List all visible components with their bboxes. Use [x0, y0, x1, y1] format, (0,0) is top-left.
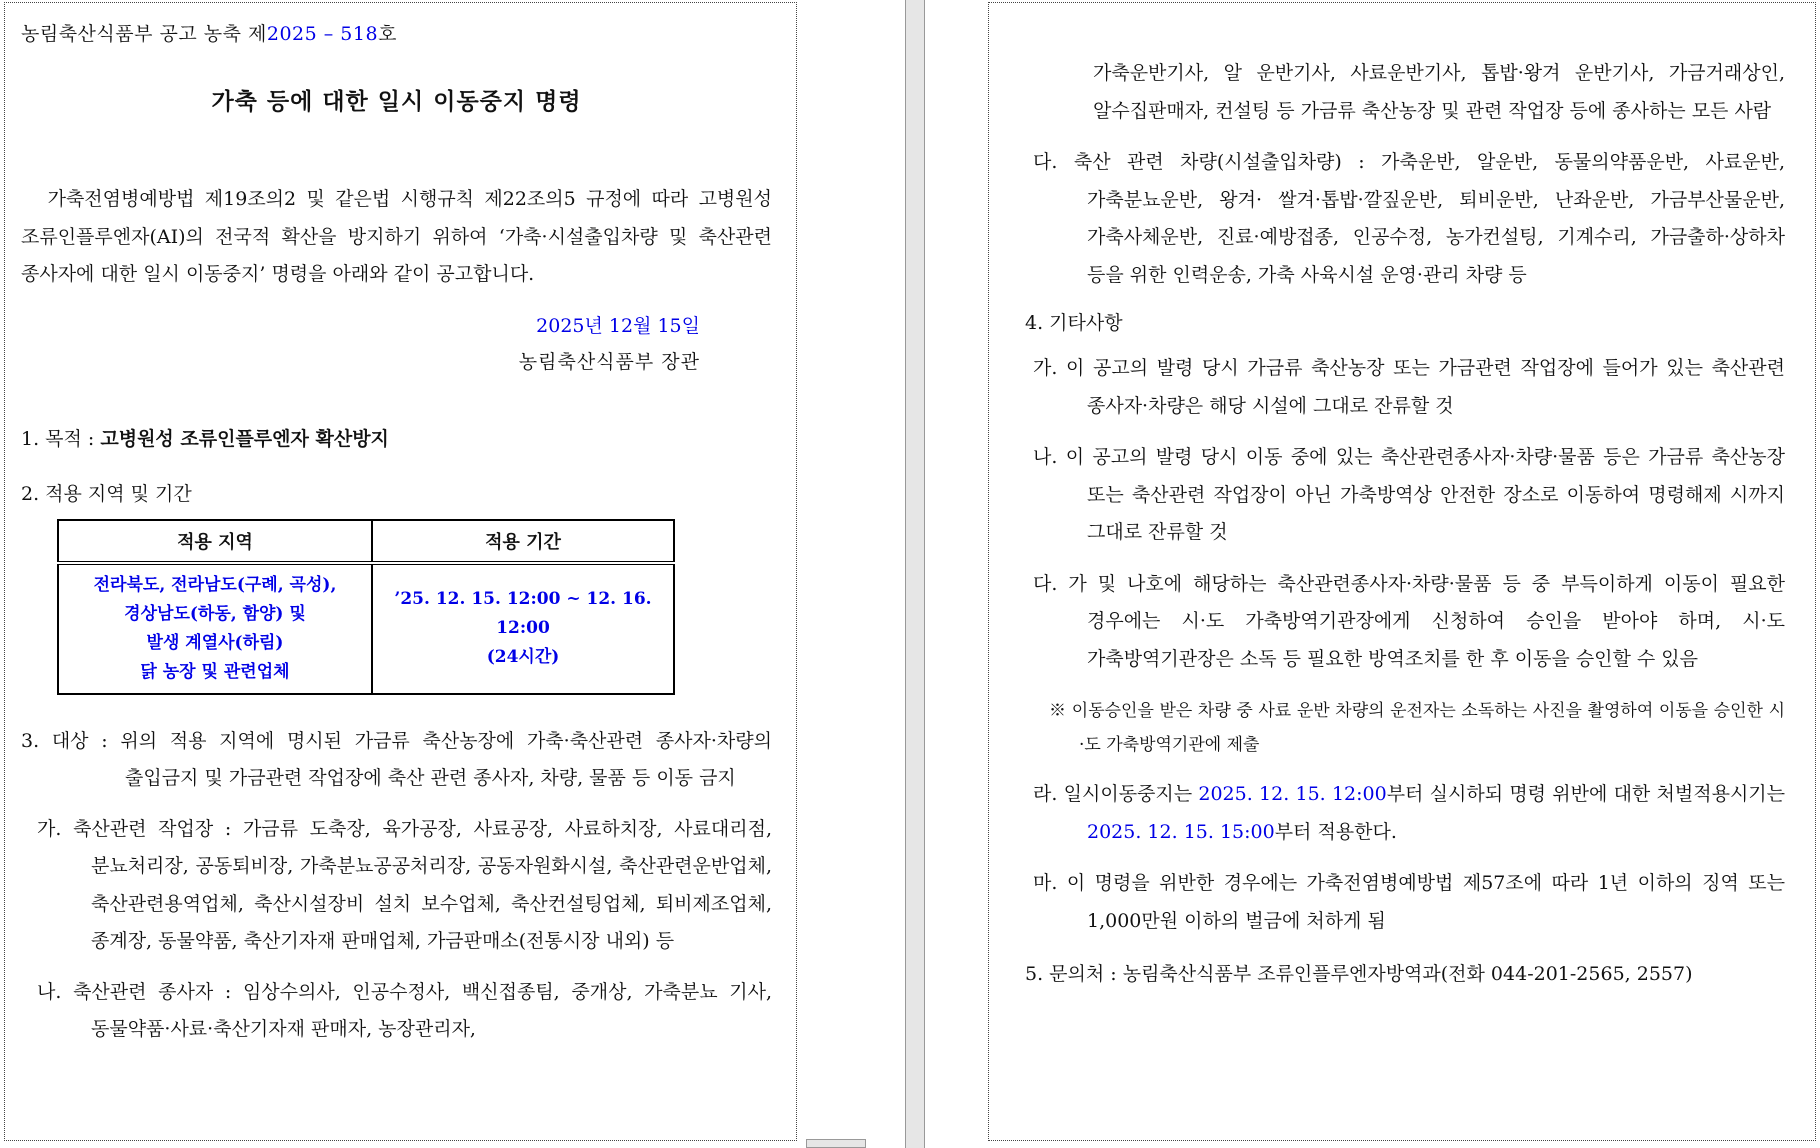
table-data-row: [58, 563, 674, 694]
item-4-ra-penalty-datetime: 2025. 12. 15. 15:00: [1087, 820, 1275, 843]
application-region-period-table: [57, 519, 675, 695]
document-page-2: [988, 2, 1816, 1141]
item-4-ra-text: 부터 실시하되 명령 위반에 대한 처벌적용시기는: [1386, 783, 1786, 805]
cell-applied-period: [372, 563, 674, 694]
section-1-label: 1. 목적 :: [21, 427, 101, 450]
region-line: 닭 농장 및 관련업체: [140, 661, 290, 682]
notice-number-value: 2025 – 518: [266, 23, 379, 45]
section-2-heading: 2. 적용 지역 및 기간: [21, 482, 192, 505]
item-3-na-continued: 가축운반기사, 알 운반기사, 사료운반기사, 톱밥·왕겨 운반기사, 가금거래상인, 알수집판매자, 컨설팅 등 가금류 축산농장 및 관련 작업장 등에 종사하는 모든 사람: [1093, 62, 1785, 122]
item-3-da-vehicles: 다. 축산 관련 차량(시설출입차량) : 가축운반, 알운반, 동물의약품운반, 사료운반, 가축분뇨운반, 왕겨· 쌀겨·톱밥·깔짚운반, 퇴비운반, 난좌운반, 가금부산물운반, 가축사체운반, 진료·예방접종, 인공수정, 농가컨설팅, 기계수리, 가금출하·상하차 등을 위한 인력운송, 가축 사육시설 운영·관리 차량 등: [1033, 151, 1785, 286]
document-page-1: [4, 2, 797, 1141]
item-4-da: 다. 가 및 나호에 해당하는 축산관련종사자·차량·물품 등 중 부득이하게 이동이 필요한 경우에는 시·도 가축방역기관장에게 신청하여 승인을 받아야 하며, 시·도 가축방역기관장은 소독 등 필요한 방역조치를 한 후 이동을 승인할 수 있음: [1033, 572, 1785, 670]
signature-block: [21, 308, 772, 380]
section-1-purpose-text: 고병원성 조류인플루엔자 확산방지: [100, 427, 389, 450]
cell-applied-region: [58, 563, 372, 694]
section-4-heading: 4. 기타사항: [1025, 312, 1123, 334]
region-line: 발생 계열사(하림): [146, 632, 284, 653]
notice-number-suffix: 호: [378, 23, 397, 45]
table-header-row: [58, 520, 674, 563]
document-title: 가축 등에 대한 일시 이동중지 명령: [211, 88, 582, 115]
item-4-na: 나. 이 공고의 발령 당시 이동 중에 있는 축산관련종사자·차량·물품 등은 가금류 축산농장 또는 축산관련 작업장이 아닌 가축방역상 안전한 장소로 이동하여 명령해제 시까지 그대로 잔류할 것: [1033, 446, 1785, 543]
region-line: 전라북도, 전라남도(구례, 곡성),: [93, 574, 337, 595]
item-4-ga: 가. 이 공고의 발령 당시 가금류 축산농장 또는 가금관련 작업장에 들어가 있는 축산관련 종사자·차량은 해당 시설에 그대로 잔류할 것: [1033, 357, 1785, 417]
section-3-target: 3. 대상 : 위의 적용 지역에 명시된 가금류 축산농장에 가축·축산관련 종사자·차량의 출입금지 및 가금관련 작업장에 축산 관련 종사자, 차량, 물품 등 이동 금지: [21, 729, 772, 789]
vertical-scrollbar[interactable]: [905, 0, 925, 1148]
column-header-region: 적용 지역: [58, 520, 372, 563]
section-5-contact: 5. 문의처 : 농림축산식품부 조류인플루엔자방역과(전화 044-201-2565, 2557): [1025, 963, 1693, 985]
horizontal-scrollbar-thumb[interactable]: [806, 1139, 866, 1148]
intro-paragraph: 가축전염병예방법 제19조의2 및 같은법 시행규칙 제22조의5 규정에 따라 고병원성 조류인플루엔자(AI)의 전국적 확산을 방지하기 위하여 ‘가축·시설출입차량 및 축산관련 종사자에 대한 일시 이동중지’ 명령을 아래와 같이 공고합니다.: [21, 188, 772, 285]
period-line: ’25. 12. 15. 12:00 ~ 12. 16. 12:00: [394, 589, 652, 638]
issuer-title: 농림축산식품부 장관: [518, 350, 700, 373]
item-4-ra-start-datetime: 2025. 12. 15. 12:00: [1198, 783, 1387, 805]
item-3-na-workers: 나. 축산관련 종사자 : 임상수의사, 인공수정사, 백신접종팀, 중개상, 가축분뇨 기사, 동물약품·사료·축산기자재 판매자, 농장관리자,: [37, 980, 772, 1040]
item-3-ga-workplaces: 가. 축산관련 작업장 : 가금류 도축장, 육가공장, 사료공장, 사료하치장, 사료대리점, 분뇨처리장, 공동퇴비장, 가축분뇨공공처리장, 공동자원화시설, 축산관련운반업체, 축산관련용역업체, 축산시설장비 설치 보수업체, 축산컨설팅업체, 퇴비제조업체, 종계장, 동물약품, 축산기자재 판매업체, 가금판매소(전통시장 내외) 등: [37, 817, 772, 952]
period-line: (24시간): [486, 647, 560, 667]
region-line: 경상남도(하동, 함양) 및: [124, 603, 306, 624]
item-4-ra-text: 라. 일시이동중지는: [1033, 783, 1199, 805]
issue-date: 2025년 12월 15일: [536, 314, 700, 337]
notice-number: [21, 21, 772, 47]
column-header-period: 적용 기간: [372, 520, 674, 563]
item-4-ra-text: 부터 적용한다.: [1274, 820, 1397, 843]
notice-number-prefix: 농림축산식품부 공고 농축 제: [21, 23, 267, 45]
item-4-ra: [1033, 776, 1785, 851]
section-1-purpose: [21, 426, 772, 452]
item-4-note: ※ 이동승인을 받은 차량 중 사료 운반 차량의 운전자는 소독하는 사진을 촬영하여 이동을 승인한 시·도 가축방역기관에 제출: [1049, 701, 1785, 755]
item-4-ma-penalty: 마. 이 명령을 위반한 경우에는 가축전염병예방법 제57조에 따라 1년 이하의 징역 또는 1,000만원 이하의 벌금에 처하게 됨: [1033, 872, 1785, 932]
